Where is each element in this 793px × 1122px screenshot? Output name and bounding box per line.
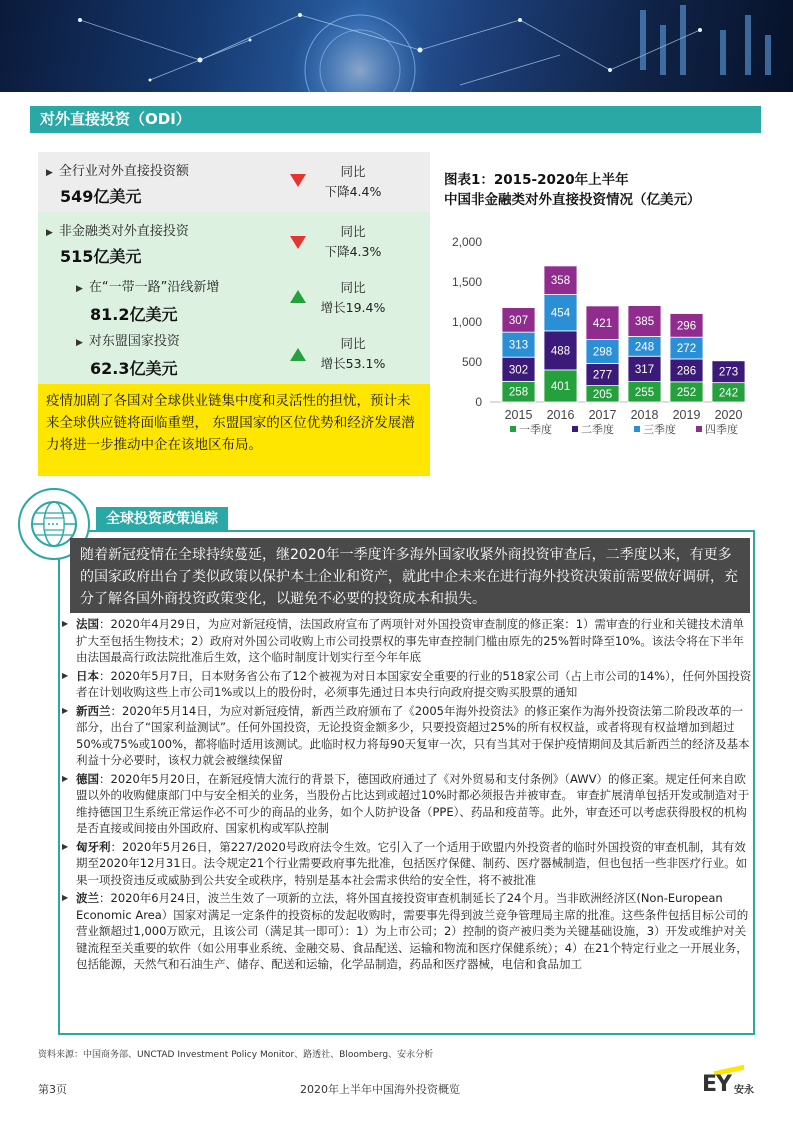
up-triangle-icon [290, 348, 306, 361]
logo-ey-text: EY [702, 1072, 731, 1097]
footer-title: 2020年上半年中国海外投资概览 [300, 1083, 460, 1096]
legend-label: 四季度 [705, 424, 738, 436]
bar-value-label: 205 [592, 388, 613, 401]
country-name: 新西兰 [76, 703, 111, 718]
source-note: 资料来源：中国商务部、UNCTAD Investment Policy Monitor、路透社、Bloomberg、安永分析 [38, 1050, 434, 1060]
policy-text: ：2020年6月24日，波兰生效了一项新的立法，将外国直接投资审查机制延长了24个月。当非欧洲经济区(Non-European Economic Area）国家对满足一定条件的投资标的发起收购时，需要事先得到波兰竞争管理局主席的批准。这些条件包括目标公司的营业额超过1,000万欧元，且该公司（满足其一即可）：1）为上市公司；2）控制的资产被归类为关键基础设施，3）开发或维护对关键流程至关重要的软件（如公用事业系统、金融交易、食品配送、运输和物流和医疗保健系统）；4）在21个特定行业之一开展业务，包括能源，天然气和石油生产、储存、配送和运输，化学品制造，药品和医疗器械，电信和食品加工 [76, 891, 749, 971]
bar-value-label: 272 [676, 343, 697, 356]
page-number: 第3页 [38, 1083, 67, 1096]
policy-text: ：2020年5月7日，日本财务省公布了12个被视为对日本国家安全重要的行业的518家公司（占上市公司的14%），任何外国投资者在计划收购这些上市公司1%或以上的股份时，必须事先通过日本央行向政府提交购买股票的通知 [76, 668, 752, 699]
y-tick-label: 0 [475, 395, 482, 409]
y-tick-label: 500 [461, 355, 482, 369]
kpi-bri-value: 81.2亿美元 [90, 305, 178, 324]
kpi-bri-change-value: 增长19.4% [320, 300, 386, 315]
kpi-nonfin-label [46, 220, 189, 239]
policy-text: ：2020年5月26日，第227/2020号政府法令生效。它引入了一个适用于欧盟内外投资者的临时外国投资的审查机制，其有效期至2020年12月31日。法令规定21个行业需要政府事先批准，包括医疗保健、制药、医疗器械制造，但也包括一些非医疗行业。如果一项投资违反或威胁到公共安全或秩序，特别是基本社会需求供给的安全性，将不被批准 [76, 839, 748, 887]
kpi-total-change-label: 同比 [340, 164, 366, 179]
country-name: 匈牙利 [76, 839, 111, 854]
bar-value-label: 317 [634, 363, 655, 376]
header-banner-image [0, 0, 793, 92]
list-item [62, 616, 752, 666]
bar-value-label: 258 [508, 386, 529, 399]
bar-value-label: 454 [550, 307, 571, 320]
bullet-arrow-icon: ▶ [76, 284, 83, 294]
list-item-body [76, 839, 752, 889]
kpi-asean-label-text: 对东盟国家投资 [88, 334, 180, 349]
kpi-asean-change-label: 同比 [340, 336, 366, 351]
bar-value-label: 252 [676, 386, 697, 399]
policy-text: ：2020年5月14日，为应对新冠疫情，新西兰政府颁布了《2005年海外投资法》的修正案作为海外投资法第二阶段改革的一部分，出台了“国家利益测试”。任何外国投资，无论投资金额多少，只要投资超过25%的所有权权益，或者将现有权益增加到超过50%或75%或100%，都将临时适用该测试。此临时权力将每90天复审一次，只有当其对于保护疫情期间及其后新西兰的经济及基本利益十分必要时，该权力就会被继续保留 [76, 703, 750, 767]
x-tick-label: 2019 [672, 408, 701, 422]
list-item [62, 668, 752, 701]
section-title: 对外直接投资（ODI） [30, 106, 761, 133]
bar-value-label: 286 [676, 365, 697, 378]
bullet-arrow-icon: ▶ [62, 893, 69, 902]
kpi-nonfin-label-text: 非金融类对外直接投资 [58, 224, 189, 239]
kpi-nonfin-change-value: 下降4.3% [324, 244, 382, 259]
bar-value-label: 273 [718, 366, 739, 379]
bullet-arrow-icon: ▶ [46, 168, 53, 178]
bar-value-label: 488 [550, 345, 571, 358]
list-item-body [76, 890, 752, 973]
y-tick-label: 1,000 [451, 315, 482, 329]
kpi-bri-label-text: 在“一带一路”沿线新增 [88, 280, 220, 295]
x-tick-label: 2016 [546, 408, 575, 422]
x-tick-label: 2018 [630, 408, 659, 422]
policy-text: ：2020年4月29日，为应对新冠疫情，法国政府宣布了两项针对外国投资审查制度的修正案：1）需审查的行业和关键技术清单扩大至包括生物技术；2）政府对外国公司收购上市公司投票权的事先审查控制门槛由原先的25%暂时降至10%。该法令将在下半年由法国最高行政法院批准后生效，这个临时制度计划实行至今年年底 [76, 617, 745, 664]
kpi-total-label-text: 全行业对外直接投资额 [58, 164, 189, 179]
bar-value-label: 277 [592, 369, 613, 382]
bullet-arrow-icon: ▶ [62, 773, 69, 783]
kpi-asean-change [313, 334, 393, 374]
kpi-total-change [313, 162, 393, 202]
down-triangle-icon [290, 236, 306, 249]
kpi-asean-value: 62.3亿美元 [90, 359, 178, 378]
x-tick-label: 2020 [714, 408, 743, 422]
kpi-nonfin-change-label: 同比 [340, 224, 366, 239]
bullet-arrow-icon: ▶ [62, 705, 69, 715]
chart-title [444, 170, 764, 210]
list-item [62, 839, 752, 889]
x-tick-label: 2017 [588, 408, 617, 422]
list-item [62, 890, 752, 973]
policy-intro: 随着新冠疫情在全球持续蔓延，继2020年一季度许多海外国家收紧外商投资审查后，二季度以来，有更多的国家政府出台了类似政策以保护本土企业和资产，就此中企未来在进行海外投资决策前需要做好调研，充分了解各国外商投资政策变化，以避免不必要的投资成本和损失。 [70, 538, 750, 613]
bar-value-label: 307 [508, 314, 529, 327]
kpi-total-panel [38, 152, 430, 212]
list-item [62, 771, 752, 837]
bar-value-label: 248 [634, 341, 655, 354]
bar-value-label: 313 [508, 339, 529, 352]
policy-text: ：2020年5月20日，在新冠疫情大流行的背景下，德国政府通过了《对外贸易和支付条例》（AWV）的修正案。规定任何来自欧盟以外的收购健康部门中与安全相关的业务，当股份占比达到或超过10%时都必须报告并被审查。 审查扩展清单包括开发或制造对于维持德国卫生系统正常运作必不可少的商品的业务，如个人防护设备（PPE）、药品和疫苗等。此外，审查还可以考虑获得股权的机构是否直接或间接由外国政府、国家机构或军队控制 [76, 771, 750, 835]
list-item-body [76, 668, 752, 701]
down-triangle-icon [290, 174, 306, 187]
y-tick-label: 1,500 [451, 275, 482, 289]
bar-value-label: 298 [592, 346, 613, 359]
legend-swatch [696, 426, 702, 432]
country-name: 法国 [76, 617, 99, 631]
bullet-arrow-icon: ▶ [62, 670, 69, 680]
kpi-bri-change-label: 同比 [340, 280, 366, 295]
kpi-nonfinancial-panel [38, 212, 430, 384]
bullet-arrow-icon: ▶ [62, 619, 69, 628]
kpi-asean-label [76, 330, 180, 349]
bar-value-label: 358 [550, 275, 571, 288]
bar-value-label: 296 [676, 320, 697, 333]
kpi-total-change-value: 下降4.4% [324, 184, 382, 199]
bar-value-label: 385 [634, 316, 655, 328]
country-name: 德国 [76, 771, 99, 786]
kpi-total-value: 549亿美元 [60, 187, 142, 206]
bar-value-label: 401 [550, 380, 571, 393]
ey-logo [700, 1066, 760, 1098]
network-globe-illustration [0, 0, 793, 92]
y-tick-label: 2,000 [451, 235, 482, 249]
up-triangle-icon [290, 290, 306, 303]
kpi-bri-change [313, 278, 393, 318]
legend-label: 二季度 [581, 424, 614, 436]
stacked-bar-chart [440, 225, 760, 450]
kpi-bri-label [76, 276, 219, 295]
legend-swatch [634, 426, 640, 432]
policy-items-list [62, 616, 752, 975]
list-item-body [76, 771, 752, 837]
logo-cn-text: 安永 [734, 1085, 754, 1096]
chart-title-line-1: 图表1：2015-2020年上半年 [444, 172, 629, 188]
list-item-body [76, 703, 752, 769]
x-tick-label: 2015 [504, 408, 533, 422]
kpi-asean-change-value: 增长53.1% [320, 356, 386, 371]
kpi-nonfin-value: 515亿美元 [60, 247, 142, 266]
bullet-arrow-icon: ▶ [76, 338, 83, 348]
bullet-arrow-icon: ▶ [46, 228, 53, 238]
policy-tracker-title: 全球投资政策追踪 [96, 507, 228, 532]
legend-label: 三季度 [643, 424, 676, 436]
list-item [62, 703, 752, 769]
bar-value-label: 421 [592, 317, 613, 330]
bar-value-label: 302 [508, 364, 529, 377]
bar-value-label: 242 [718, 387, 739, 400]
legend-swatch [510, 426, 516, 432]
country-name: 波兰 [76, 891, 99, 905]
country-name: 日本 [76, 668, 99, 683]
bullet-arrow-icon: ▶ [62, 841, 69, 851]
legend-label: 一季度 [519, 424, 552, 436]
highlight-note: 疫情加剧了各国对全球供业链集中度和灵活性的担忧，预计未来全球供应链将面临重塑， 东盟国家的区位优势和经济发展潜力将进一步推动中企在该地区布局。 [38, 384, 430, 476]
chart-title-line-2: 中国非金融类对外直接投资情况（亿美元） [444, 192, 701, 208]
legend-swatch [572, 426, 578, 432]
list-item-body [76, 616, 752, 666]
bar-value-label: 255 [634, 386, 655, 399]
kpi-total-label [46, 160, 189, 179]
kpi-nonfin-change [313, 222, 393, 262]
